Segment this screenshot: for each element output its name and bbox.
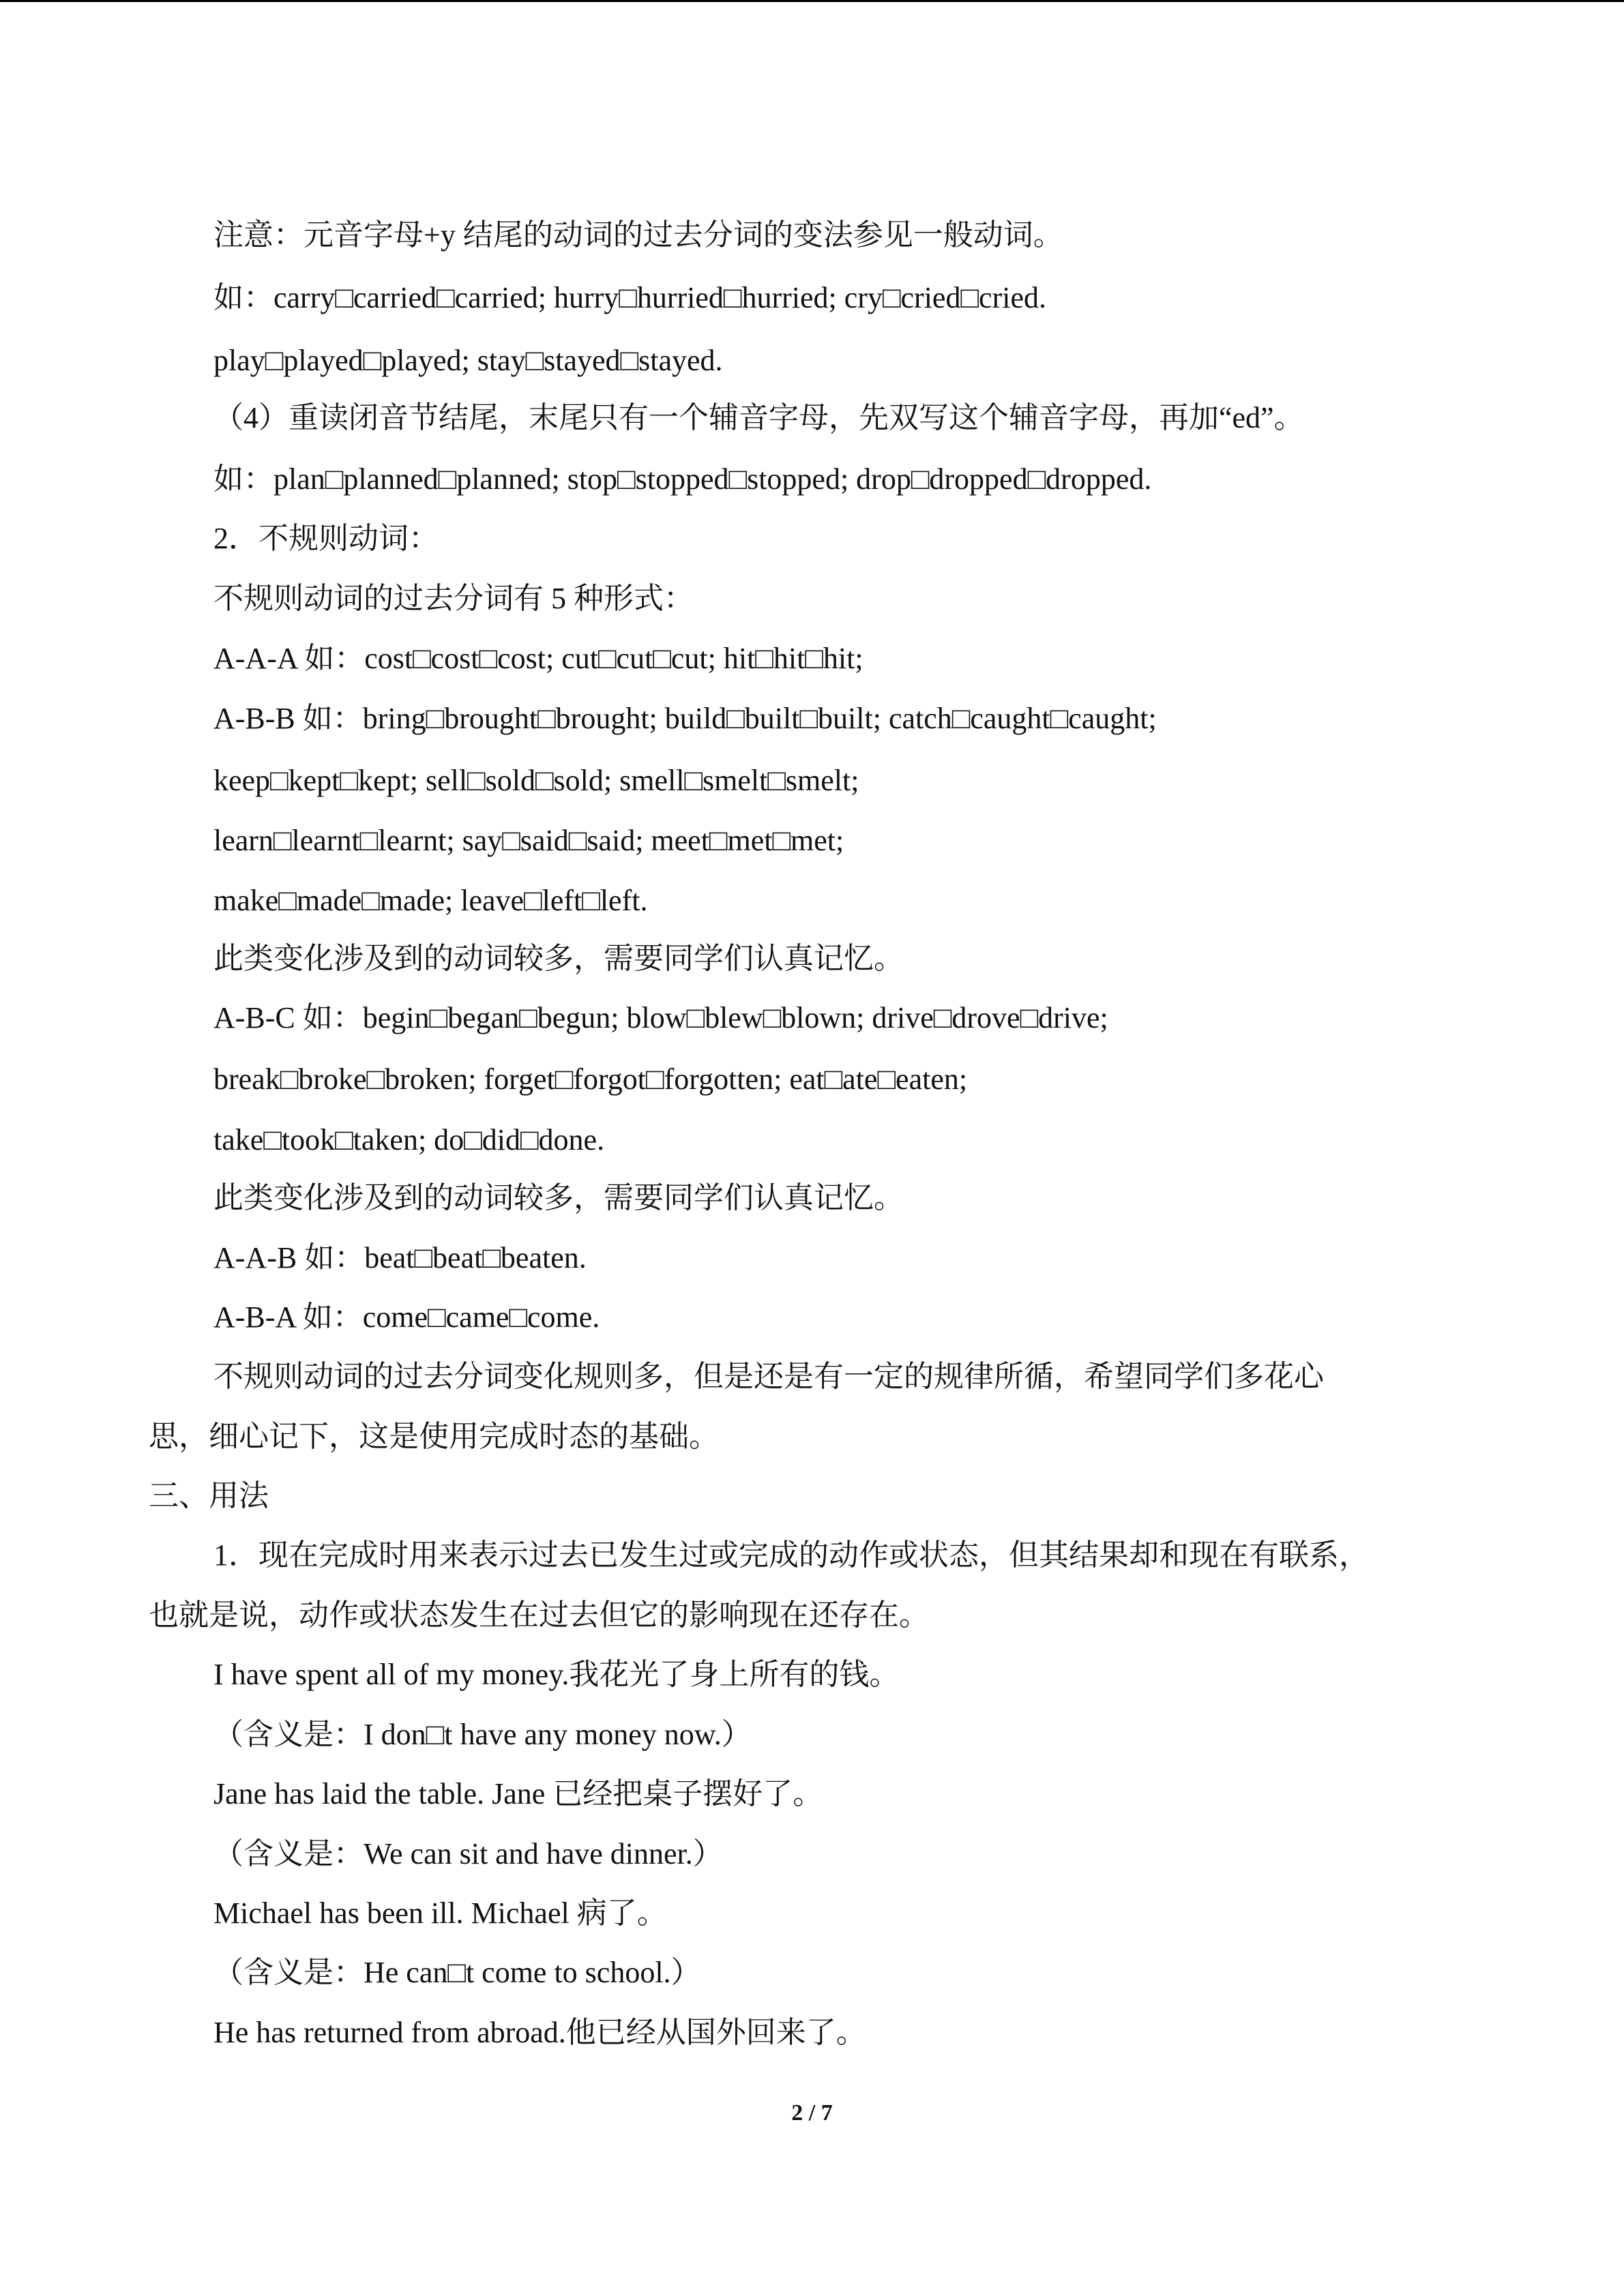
text-line-summary-1: 不规则动词的过去分词变化规则多，但是还是有一定的规律所循，希望同学们多花心 [213, 1360, 1324, 1393]
text-line-irregular-heading: 2．不规则动词： [213, 522, 439, 555]
text-line-memo-2: 此类变化涉及到的动词较多，需要同学们认真记忆。 [213, 1181, 904, 1214]
text-line-abb-4: make□made□made; leave□left□left. [213, 884, 648, 917]
page-number: 2 / 7 [791, 2100, 833, 2126]
text-line-abb: A-B-B 如：bring□brought□brought; build□built□built; catch□caught□caught; [213, 702, 1157, 735]
text-line-abb-3: learn□learnt□learnt; say□said□said; meet□met□met; [213, 824, 844, 857]
text-line-abb-2: keep□kept□kept; sell□sold□sold; smell□smelt□smelt; [213, 764, 859, 797]
text-line-irregular-intro: 不规则动词的过去分词有 5 种形式： [213, 582, 694, 615]
text-line-meaning-table: （含义是：We can sit and have dinner.） [213, 1837, 723, 1870]
text-line-rule-4: （4）重读闭音节结尾，末尾只有一个辅音字母，先双写这个辅音字母，再加“ed”。 [213, 401, 1304, 434]
text-line-memo-1: 此类变化涉及到的动词较多，需要同学们认真记忆。 [213, 942, 904, 975]
text-line-note: 注意：元音字母+y 结尾的动词的过去分词的变法参见一般动词。 [213, 218, 1063, 252]
text-line-abc: A-B-C 如：begin□began□begun; blow□blew□blown; drive□drove□drive; [213, 1001, 1108, 1034]
text-line-abc-3: take□took□taken; do□did□done. [213, 1123, 605, 1157]
text-line-example-ill: Michael has been ill. Michael 病了。 [213, 1896, 667, 1930]
section-heading-usage: 三、用法 [149, 1479, 269, 1512]
text-line-example-abroad: He has returned from abroad.他已经从国外回来了。 [213, 2016, 866, 2049]
text-line-example-double: 如：plan□planned□planned; stop□stopped□stopped; drop□dropped□dropped. [213, 462, 1152, 496]
text-line-aba: A-B-A 如：come□came□come. [213, 1300, 600, 1334]
text-line-usage-1: 1．现在完成时用来表示过去已发生过或完成的动作或状态，但其结果却和现在有联系， [213, 1538, 1369, 1572]
text-line-example-y: 如：carry□carried□carried; hurry□hurried□hurried; cry□cried□cried. [213, 281, 1046, 314]
text-line-example-money: I have spent all of my money.我花光了身上所有的钱。 [213, 1658, 900, 1691]
text-line-aaa: A-A-A 如：cost□cost□cost; cut□cut□cut; hit□hit□hit; [213, 642, 863, 675]
text-line-summary-2: 思，细心记下，这是使用完成时态的基础。 [149, 1420, 719, 1453]
text-line-abc-2: break□broke□broken; forget□forgot□forgotten; eat□ate□eaten; [213, 1062, 968, 1096]
text-line-example-table: Jane has laid the table. Jane 已经把桌子摆好了。 [213, 1777, 823, 1810]
text-line-meaning-money: （含义是：I don□t have any money now.） [213, 1718, 752, 1751]
text-line-usage-1b: 也就是说，动作或状态发生在过去但它的影响现在还存在。 [149, 1598, 929, 1632]
text-line-example-play: play□played□played; stay□stayed□stayed. [213, 344, 723, 377]
text-line-aab: A-A-B 如：beat□beat□beaten. [213, 1241, 587, 1274]
text-line-meaning-ill: （含义是：He can□t come to school.） [213, 1956, 701, 1989]
